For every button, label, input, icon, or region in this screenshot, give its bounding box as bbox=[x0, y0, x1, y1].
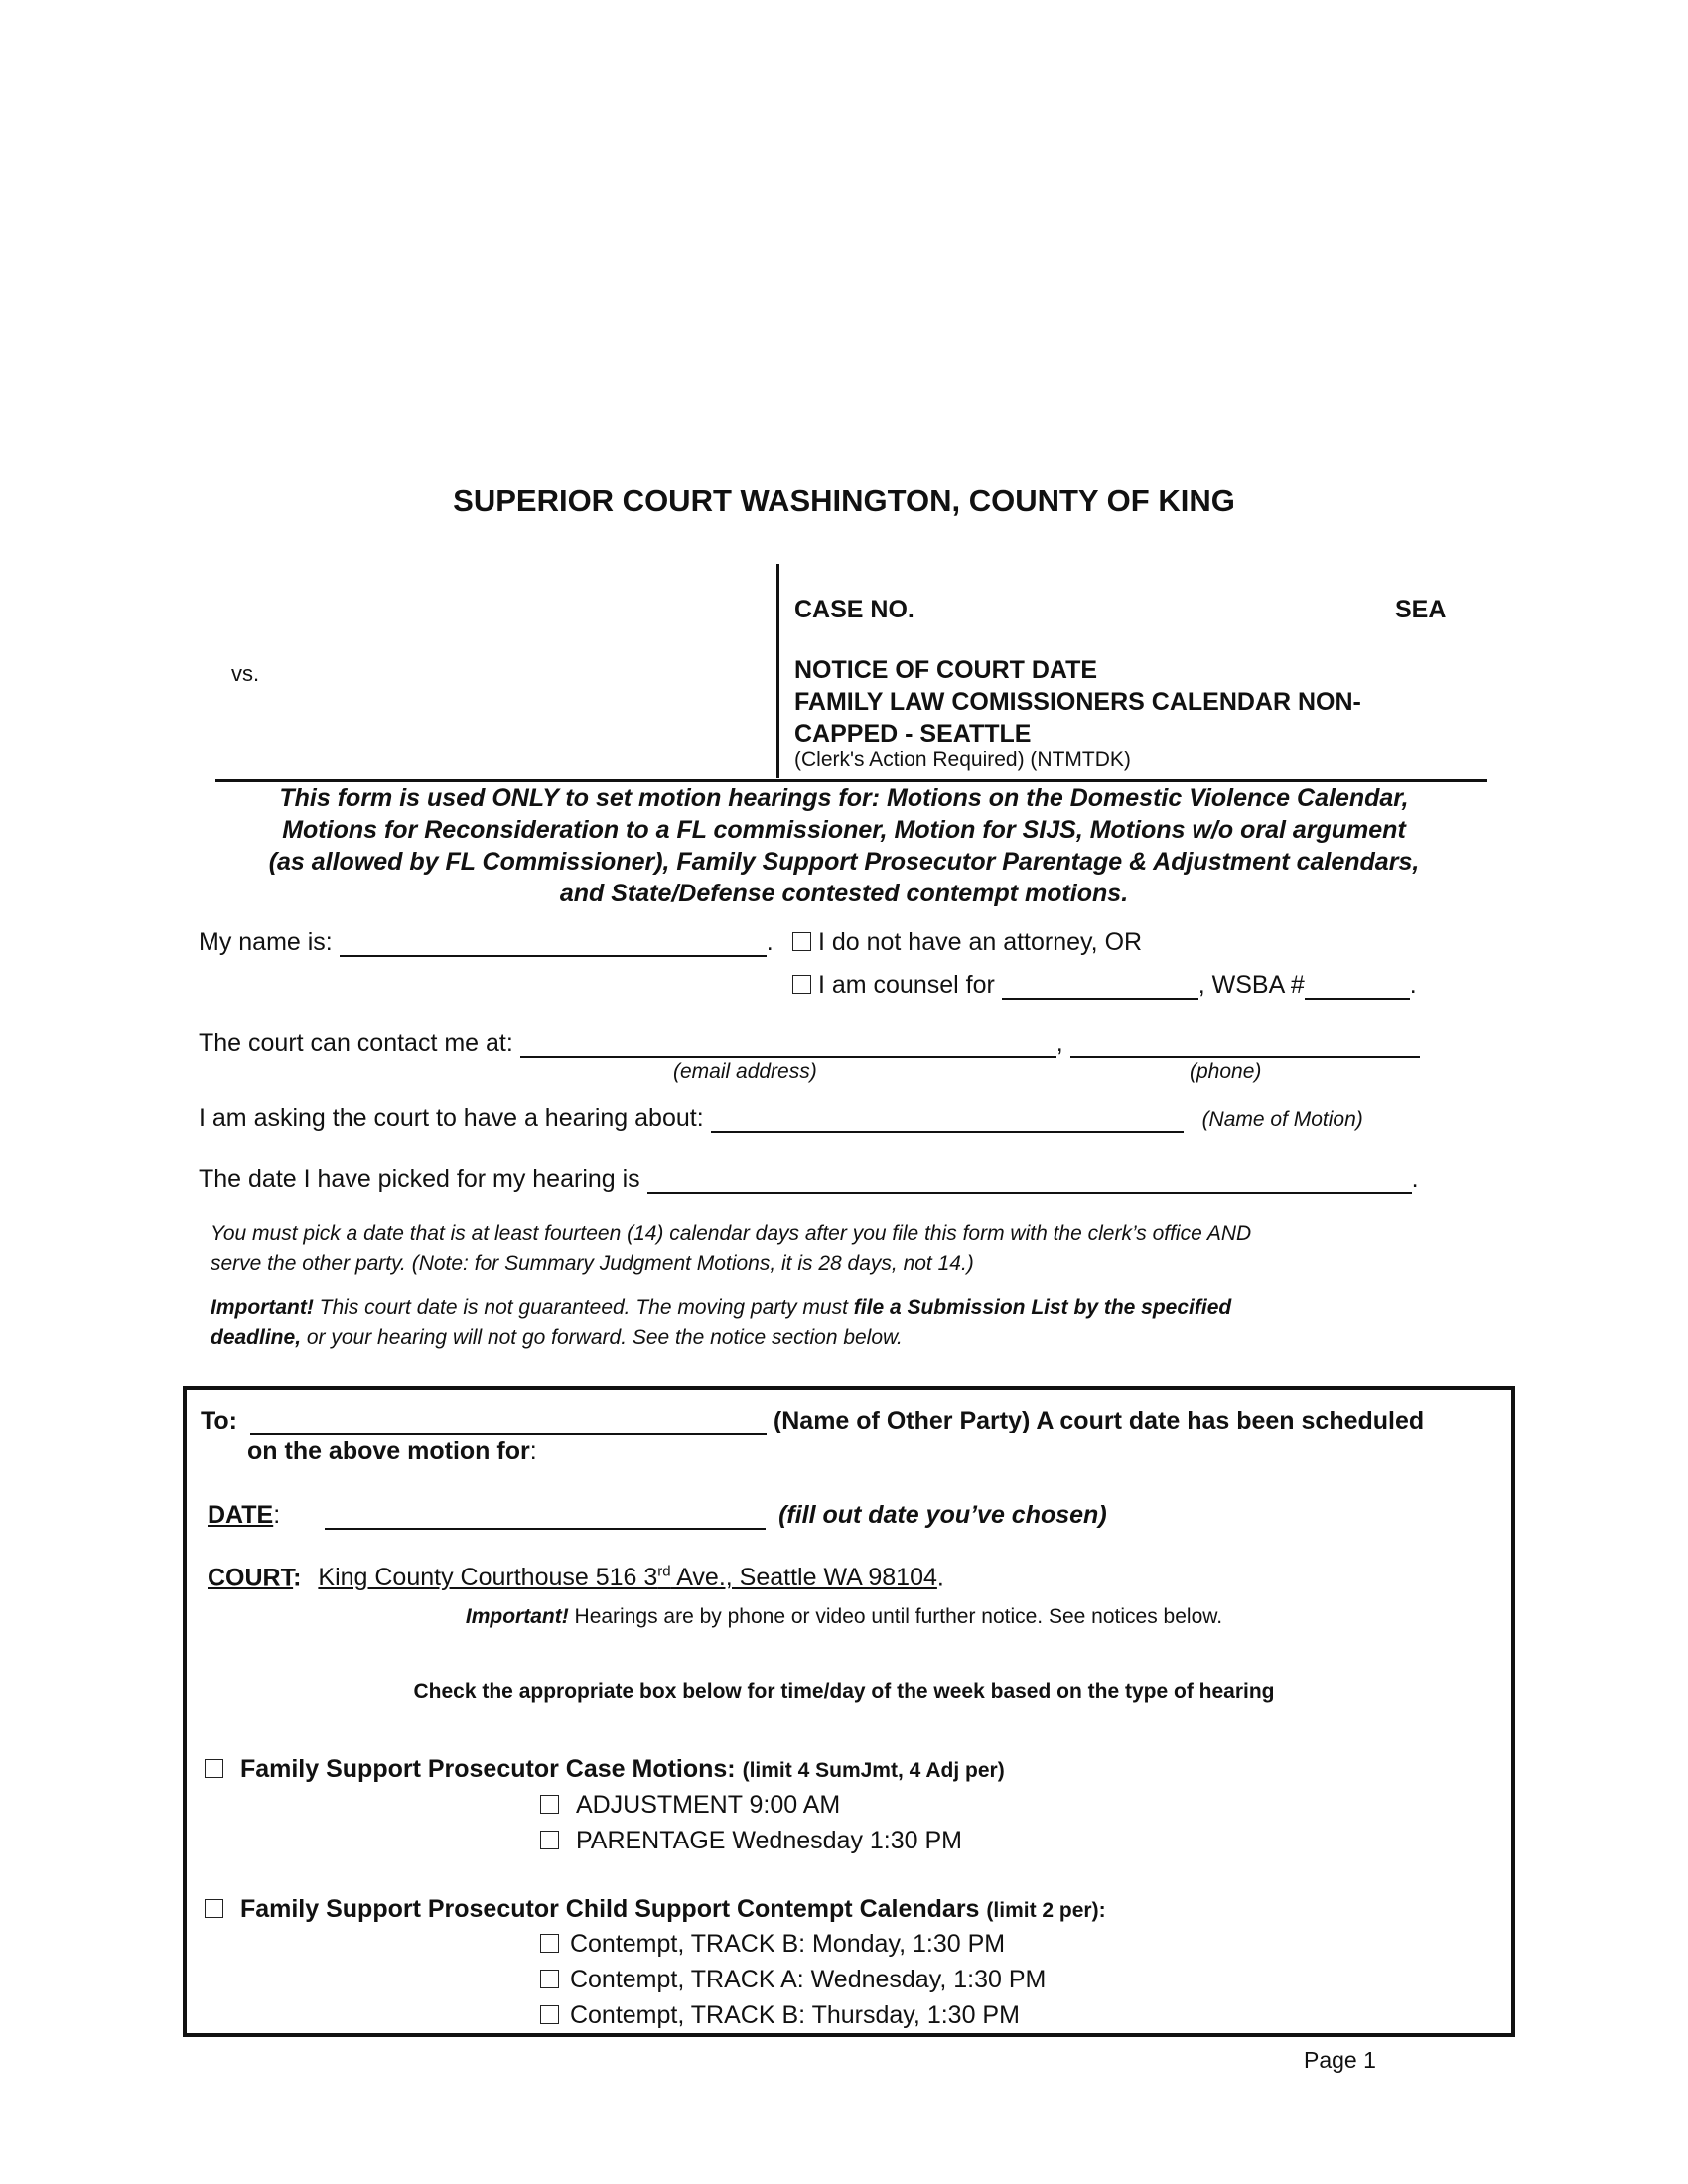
note-text: This court date is not guaranteed. The moving party must bbox=[313, 1297, 854, 1319]
track-a-wednesday-checkbox[interactable] bbox=[540, 1970, 559, 1988]
hearing-date-label: The date I have picked for my hearing is bbox=[199, 1165, 640, 1193]
notice-title-line: CAPPED - SEATTLE bbox=[794, 720, 1032, 748]
note-text: or your hearing will not go forward. See the notice section below. bbox=[301, 1326, 903, 1349]
phone-field[interactable] bbox=[1070, 1032, 1420, 1058]
important-label: Important! bbox=[211, 1297, 314, 1319]
purpose-line: and State/Defense contested contempt motions. bbox=[559, 880, 1129, 907]
option-row bbox=[540, 1930, 1005, 1959]
option-label: Contempt, TRACK B: Thursday, 1:30 PM bbox=[569, 2001, 1020, 2029]
court-address bbox=[318, 1564, 937, 1591]
to-label: To: bbox=[201, 1407, 238, 1434]
counsel-row: I am counsel for , WSBA # . bbox=[792, 971, 1417, 1000]
court-row: COURT: King County Courthouse 516 3rd Ave., Seattle WA 98104. bbox=[208, 1564, 944, 1592]
option-label: PARENTAGE Wednesday 1:30 PM bbox=[575, 1827, 963, 1854]
date-rule-line: You must pick a date that is at least fourteen (14) calendar days after you file this form with the clerk’s office AND bbox=[211, 1222, 1252, 1245]
motion-name-caption: (Name of Motion) bbox=[1201, 1108, 1363, 1131]
track-b-thursday-checkbox[interactable] bbox=[540, 2005, 559, 2024]
caption-vertical-rule bbox=[776, 564, 779, 778]
date-hint: (fill out date you’ve chosen) bbox=[778, 1501, 1107, 1529]
group-limit: (limit 2 per): bbox=[986, 1899, 1106, 1922]
contempt-calendars-row bbox=[205, 1895, 1106, 1924]
motion-name-field[interactable] bbox=[711, 1107, 1184, 1133]
option-label: Contempt, TRACK B: Monday, 1:30 PM bbox=[569, 1930, 1006, 1958]
phone-caption: (phone) bbox=[1190, 1060, 1262, 1083]
group-title: Family Support Prosecutor Child Support Contempt Calendars bbox=[239, 1895, 987, 1923]
email-caption: (email address) bbox=[673, 1060, 817, 1083]
case-number-label: CASE NO. bbox=[794, 596, 914, 623]
hearing-about-label: I am asking the court to have a hearing about: bbox=[199, 1104, 704, 1132]
notice-title-line: NOTICE OF COURT DATE bbox=[794, 656, 1098, 684]
counsel-for-field[interactable] bbox=[1002, 974, 1198, 1000]
group-limit: (limit 4 SumJmt, 4 Adj per) bbox=[742, 1759, 1005, 1782]
counsel-label: I am counsel for bbox=[817, 971, 995, 999]
option-label: ADJUSTMENT 9:00 AM bbox=[575, 1791, 841, 1819]
name-field[interactable] bbox=[340, 931, 767, 957]
versus-label: vs. bbox=[231, 661, 260, 686]
date-label: DATE bbox=[208, 1501, 274, 1529]
option-row bbox=[540, 1827, 962, 1855]
notice-title-block bbox=[794, 654, 1361, 750]
court-address-part: King County Courthouse 516 3 bbox=[318, 1564, 658, 1592]
adjustment-checkbox[interactable] bbox=[540, 1795, 559, 1814]
track-b-monday-checkbox[interactable] bbox=[540, 1934, 559, 1953]
option-row bbox=[540, 1791, 840, 1820]
hearing-about-row bbox=[199, 1104, 1363, 1133]
date-rule-line: serve the other party. (Note: for Summary Judgment Motions, it is 28 days, not 14.) bbox=[211, 1252, 974, 1275]
form-purpose-statement bbox=[189, 782, 1499, 909]
hearing-date-field[interactable] bbox=[647, 1168, 1412, 1194]
to-description: (Name of Other Party) A court date has been scheduled bbox=[773, 1407, 1425, 1434]
name-label: My name is: bbox=[199, 928, 333, 956]
to-row bbox=[201, 1407, 1424, 1435]
purpose-line: (as allowed by FL Commissioner), Family Support Prosecutor Parentage & Adjustment calendars, bbox=[268, 848, 1420, 876]
note-emphasis: file a Submission List by the specified bbox=[853, 1297, 1232, 1319]
hearing-date-row: The date I have picked for my hearing is . bbox=[199, 1165, 1419, 1193]
parentage-checkbox[interactable] bbox=[540, 1831, 559, 1849]
purpose-line: Motions for Reconsideration to a FL commissioner, Motion for SIJS, Motions w/o oral argument bbox=[282, 816, 1406, 844]
no-attorney-row bbox=[792, 928, 1142, 957]
no-attorney-label: I do not have an attorney, OR bbox=[817, 928, 1143, 956]
to-row-continued: on the above motion for: bbox=[247, 1437, 537, 1465]
contact-label: The court can contact me at: bbox=[199, 1029, 513, 1057]
other-party-field[interactable] bbox=[250, 1410, 767, 1435]
wsba-number-field[interactable] bbox=[1305, 974, 1410, 1000]
court-address-part: Ave., Seattle WA 98104 bbox=[670, 1564, 937, 1592]
name-row: My name is: . bbox=[199, 928, 774, 956]
group-title: Family Support Prosecutor Case Motions: bbox=[239, 1755, 743, 1783]
no-attorney-checkbox[interactable] bbox=[792, 932, 811, 951]
counsel-checkbox[interactable] bbox=[792, 975, 811, 994]
note-emphasis: deadline, bbox=[211, 1326, 302, 1349]
case-location-code: SEA bbox=[1395, 596, 1447, 623]
contact-row: The court can contact me at: , bbox=[199, 1029, 1420, 1058]
wsba-label: , WSBA # bbox=[1197, 971, 1305, 999]
date-field[interactable] bbox=[325, 1504, 766, 1530]
to-continuation: on the above motion for bbox=[247, 1437, 530, 1465]
date-row: DATE: (fill out date you’ve chosen) bbox=[208, 1501, 1107, 1529]
case-motions-checkbox[interactable] bbox=[205, 1759, 223, 1778]
notice-title-line: FAMILY LAW COMISSIONERS CALENDAR NON- bbox=[794, 688, 1361, 716]
email-field[interactable] bbox=[520, 1032, 1056, 1058]
contempt-calendars-checkbox[interactable] bbox=[205, 1899, 223, 1918]
option-label: Contempt, TRACK A: Wednesday, 1:30 PM bbox=[569, 1966, 1047, 1993]
submission-note bbox=[211, 1294, 1501, 1353]
prosecutor-case-motions-row bbox=[205, 1755, 1005, 1784]
option-row bbox=[540, 1966, 1046, 1994]
page-number: Page 1 bbox=[1304, 2047, 1376, 2073]
clerk-action-note: (Clerk's Action Required) (NTMTDK) bbox=[794, 749, 1131, 771]
court-title: SUPERIOR COURT WASHINGTON, COUNTY OF KING bbox=[453, 483, 1235, 518]
court-label: COURT bbox=[208, 1564, 294, 1592]
hearing-note-text: Hearings are by phone or video until further notice. See notices below. bbox=[568, 1605, 1223, 1628]
important-label: Important! bbox=[465, 1605, 569, 1628]
court-address-suffix: rd bbox=[657, 1564, 671, 1580]
purpose-line: This form is used ONLY to set motion hearings for: Motions on the Domestic Violence Calendar, bbox=[279, 784, 1409, 812]
date-rule-note bbox=[211, 1219, 1501, 1279]
hearing-format-note bbox=[0, 1605, 1688, 1629]
check-instruction: Check the appropriate box below for time/day of the week based on the type of hearing bbox=[413, 1680, 1275, 1703]
option-row bbox=[540, 2001, 1020, 2030]
